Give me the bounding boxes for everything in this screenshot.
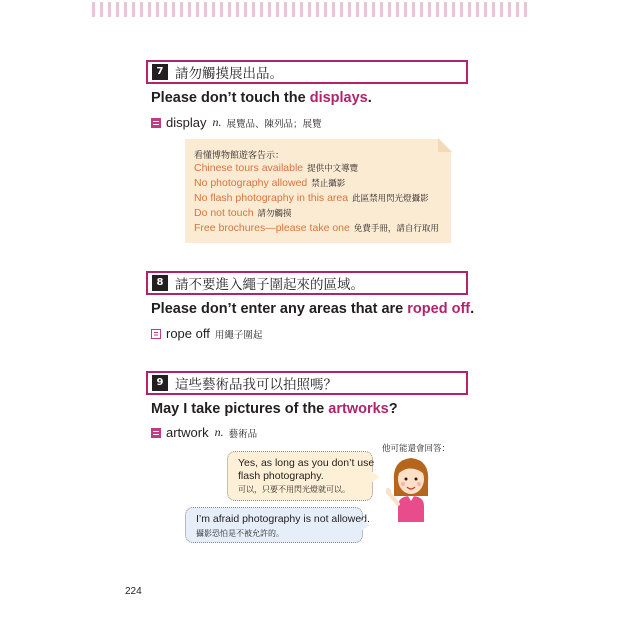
- section-7-sentence: [151, 90, 372, 106]
- sentence-punct: ?: [388, 401, 398, 417]
- vocab-icon: [151, 118, 161, 128]
- section-9-header: [146, 371, 468, 395]
- bubble-zh: 攝影恐怕是不被允許的。: [196, 529, 284, 538]
- bubble-en-line: I’m afraid photography is not allowed.: [196, 513, 370, 525]
- section-number-9: 9: [152, 375, 168, 391]
- vocab-word: rope off: [166, 326, 210, 341]
- vocab-meaning: 展覽品、陳列品；展覽: [226, 118, 322, 130]
- bubble-en-line: flash photography.: [238, 470, 324, 482]
- vocab-icon: [151, 428, 161, 438]
- phrase-icon: [151, 329, 161, 339]
- bubble-zh: 可以，只要不用閃光燈就可以。: [238, 485, 350, 494]
- reply-hint: 他可能還會回答：: [382, 444, 451, 454]
- vocab-pos: n.: [212, 115, 222, 129]
- section-8-header: [146, 271, 468, 295]
- museum-notice-box: [185, 139, 451, 243]
- section-number-7: 7: [152, 64, 168, 80]
- notice-zh: 此區禁用閃光燈攝影: [352, 194, 429, 204]
- page-number: 224: [125, 586, 142, 597]
- sentence-punct: .: [470, 301, 475, 317]
- vocab-rope-off: [151, 326, 262, 341]
- notice-zh: 禁止攝影: [311, 179, 346, 189]
- notice-line: [194, 177, 345, 189]
- section-7-header: [146, 60, 468, 84]
- section-9-sentence: [151, 401, 398, 417]
- highlight-word: artworks: [328, 401, 389, 417]
- vocab-meaning: 用繩子圍起: [214, 329, 263, 341]
- notice-en: Do not touch: [194, 207, 254, 219]
- section-9-title-zh: 這些藝術品我可以拍照嗎？: [175, 377, 337, 393]
- notice-line: [194, 162, 358, 174]
- bubble-en-line: Yes, as long as you don’t use: [238, 457, 375, 469]
- section-number-8: 8: [152, 275, 168, 291]
- notice-zh: 請勿觸摸: [257, 209, 292, 219]
- vocab-meaning: 藝術品: [228, 428, 258, 440]
- header-stripes: [92, 2, 528, 17]
- section-8-sentence: [151, 301, 474, 317]
- section-8-title-zh: 請不要進入繩子圍起來的區域。: [175, 277, 364, 293]
- vocab-pos: n.: [214, 425, 224, 439]
- sentence-punct: .: [367, 90, 372, 106]
- vocab-artwork: [151, 425, 257, 440]
- sentence-text: Please don’t enter any areas that are: [151, 301, 408, 317]
- notice-title: 看懂博物館遊客告示：: [194, 151, 285, 161]
- sentence-text: Please don’t touch the: [151, 90, 310, 106]
- girl-illustration: [386, 452, 436, 522]
- vocab-word: display: [166, 115, 207, 130]
- reply-bubble-no: [185, 507, 370, 543]
- reply-bubble-yes: [227, 451, 373, 501]
- vocab-word: artwork: [166, 425, 209, 440]
- notice-en: No flash photography in this area: [194, 192, 349, 204]
- notice-en: Chinese tours available: [194, 162, 304, 174]
- notice-line: [194, 222, 439, 234]
- notice-zh: 免費手冊，請自行取用: [353, 224, 439, 234]
- highlight-word: roped off: [407, 301, 471, 317]
- highlight-word: displays: [309, 90, 368, 106]
- vocab-display: [151, 115, 321, 130]
- notice-en: Free brochures—please take one: [194, 222, 350, 234]
- notice-line: [194, 207, 292, 219]
- section-7-title-zh: 請勿觸摸展出品。: [175, 66, 283, 82]
- sentence-text: May I take pictures of the: [151, 401, 329, 417]
- notice-en: No photography allowed: [194, 177, 308, 189]
- notice-zh: 提供中文導覽: [307, 164, 359, 174]
- notice-line: [194, 192, 429, 204]
